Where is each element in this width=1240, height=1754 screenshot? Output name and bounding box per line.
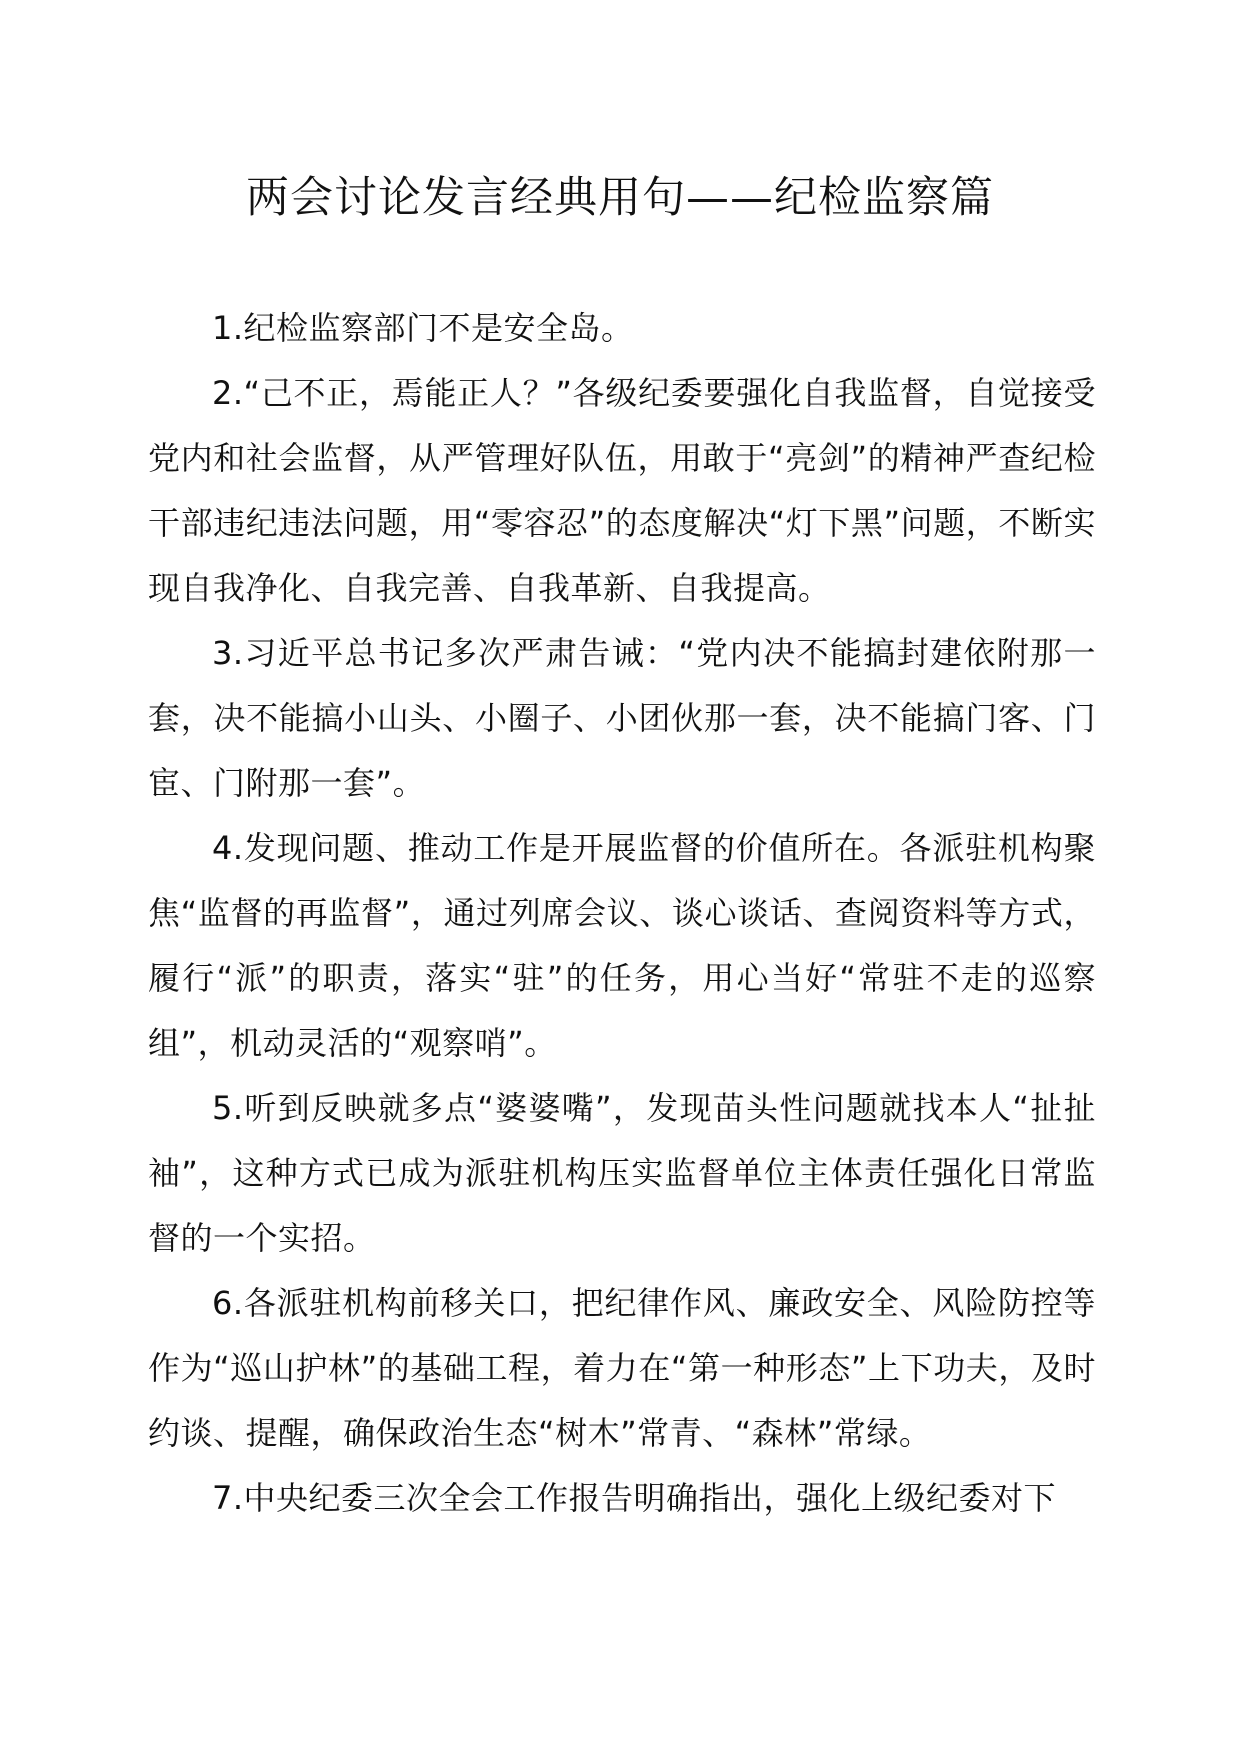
paragraph-6: 6.各派驻机构前移关口，把纪律作风、廉政安全、风险防控等作为“巡山护林”的基础工程，着力在“第一种形态”上下功夫，及时约谈、提醒，确保政治生态“树木”常青、“森林”常绿。 <box>148 1284 1096 1452</box>
paragraph-3: 3.习近平总书记多次严肃告诫：“党内决不能搞封建依附那一套，决不能搞小山头、小圈子、小团伙那一套，决不能搞门客、门宦、门附那一套”。 <box>148 634 1096 802</box>
paragraph-7: 7.中央纪委三次全会工作报告明确指出，强化上级纪委对下 <box>212 1479 1057 1517</box>
paragraph-5: 5.听到反映就多点“婆婆嘴”，发现苗头性问题就找本人“扯扯袖”，这种方式已成为派驻机构压实监督单位主体责任强化日常监督的一个实招。 <box>148 1089 1096 1257</box>
paragraph-2: 2.“己不正，焉能正人？”各级纪委要强化自我监督，自觉接受党内和社会监督，从严管理好队伍，用敢于“亮剑”的精神严查纪检干部违纪违法问题，用“零容忍”的态度解决“灯下黑”问题，不断实现自我净化、自我完善、自我革新、自我提高。 <box>148 374 1096 607</box>
paragraph-4: 4.发现问题、推动工作是开展监督的价值所在。各派驻机构聚焦“监督的再监督”，通过列席会议、谈心谈话、查阅资料等方式，履行“派”的职责，落实“驻”的任务，用心当好“常驻不走的巡察组”，机动灵活的“观察哨”。 <box>148 829 1096 1062</box>
page-title: 两会讨论发言经典用句——纪检监察篇 <box>246 173 994 223</box>
paragraph-1: 1.纪检监察部门不是安全岛。 <box>212 309 634 347</box>
document-body <box>148 296 1096 1531</box>
